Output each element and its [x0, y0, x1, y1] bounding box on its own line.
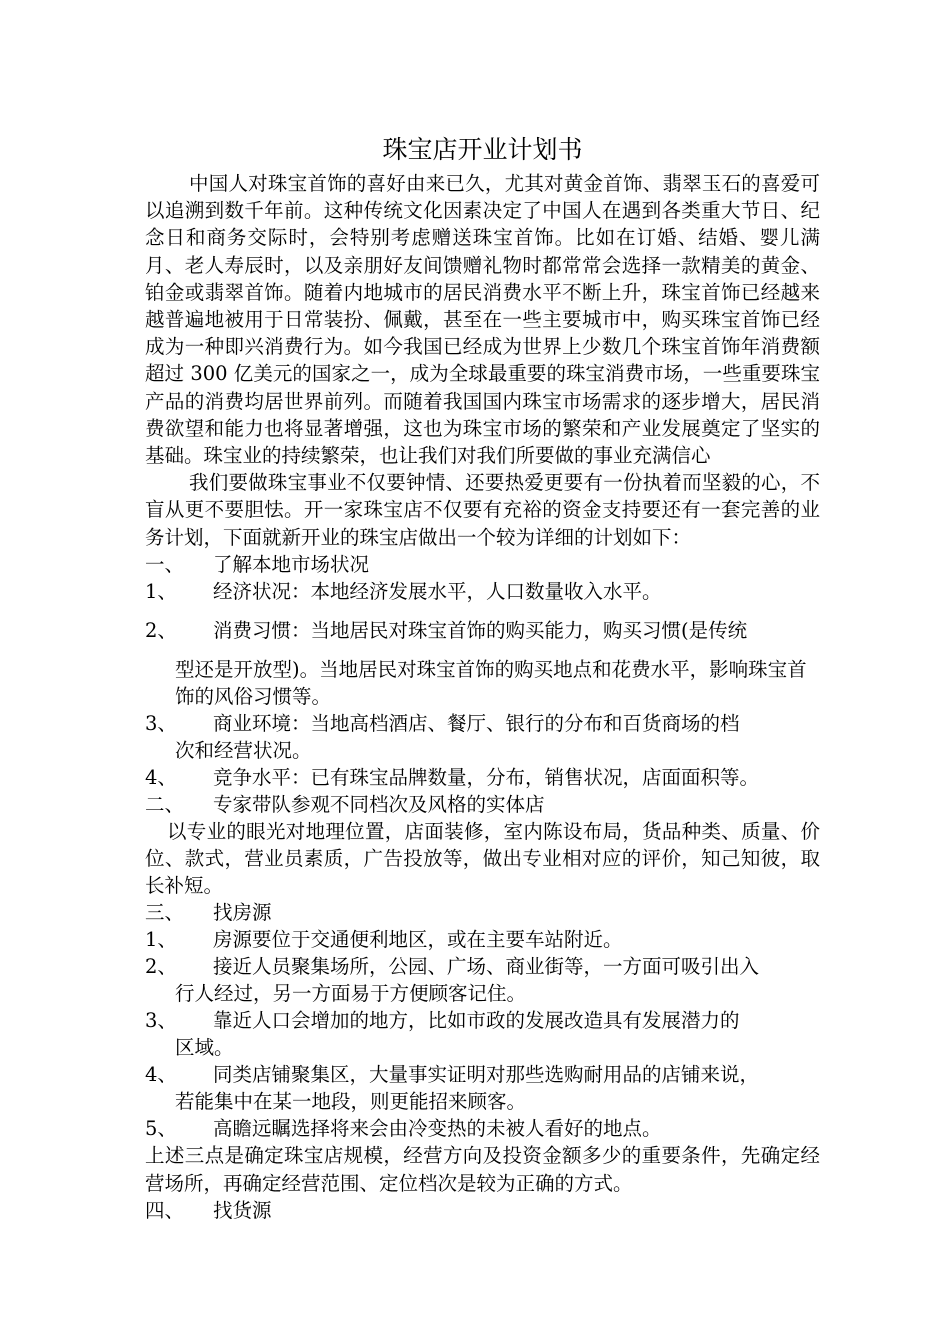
- list-number: 2、: [145, 955, 177, 979]
- list-continuation: 型还是开放型)。当地居民对珠宝首饰的购买地点和花费水平，影响珠宝首饰的风俗习惯等。: [175, 657, 807, 708]
- list-text: 房源要位于交通便利地区，或在主要车站附近。: [213, 928, 623, 952]
- section-2-paragraph: 以专业的眼光对地理位置，店面装修，室内陈设布局，货品种类、质量、价位、款式，营业员素质，广告投放等，做出专业相对应的评价，知己知彼，取长补短。: [145, 819, 820, 898]
- list-number: 3、: [145, 1009, 177, 1033]
- section-number: 四、: [145, 1198, 185, 1222]
- section-title: 找货源: [213, 1198, 272, 1222]
- section-number: 一、: [145, 552, 185, 576]
- list-number: 5、: [145, 1117, 177, 1141]
- list-item: [145, 710, 820, 737]
- section-number: 三、: [145, 901, 185, 925]
- list-item: [145, 926, 820, 953]
- list-text: 商业环境：当地高档酒店、餐厅、银行的分布和百货商场的档: [213, 711, 740, 735]
- section-heading-3: [145, 899, 820, 926]
- spacer: [145, 644, 820, 656]
- list-continuation: 行人经过，另一方面易于方便顾客记住。: [175, 982, 527, 1006]
- list-text: 经济状况：本地经济发展水平，人口数量收入水平。: [213, 579, 662, 603]
- list-number: 1、: [145, 928, 177, 952]
- section-heading-2: [145, 791, 820, 818]
- list-number: 1、: [145, 579, 177, 603]
- section-title: 了解本地市场状况: [213, 552, 370, 576]
- list-number: 4、: [145, 765, 177, 789]
- list-item: [145, 953, 820, 980]
- section-heading-1: [145, 551, 820, 578]
- list-number: 2、: [145, 618, 177, 642]
- intro-paragraph-2: 我们要做珠宝事业不仅要钟情、还要热爱更要有一份执着而坚毅的心，不盲从更不要胆怯。开一家珠宝店不仅要有充裕的资金支持要还有一套完善的业务计划，下面就新开业的珠宝店做出一个较为详细的计划如下：: [145, 471, 820, 549]
- list-continuation: 次和经营状况。: [175, 738, 312, 762]
- list-text: 竞争水平：已有珠宝品牌数量，分布，销售状况，店面面积等。: [213, 765, 760, 789]
- list-number: 4、: [145, 1063, 177, 1087]
- list-item: [145, 1115, 820, 1142]
- section-title: 找房源: [213, 901, 272, 925]
- section-heading-4: [145, 1197, 820, 1224]
- list-text: 高瞻远瞩选择将来会由冷变热的未被人看好的地点。: [213, 1117, 662, 1141]
- section-number: 二、: [145, 792, 185, 816]
- list-item: [145, 617, 820, 644]
- list-item: [145, 1061, 820, 1088]
- document-title: 珠宝店开业计划书: [382, 135, 583, 164]
- list-item: [145, 764, 820, 791]
- intro-paragraph-1: 中国人对珠宝首饰的喜好由来已久，尤其对黄金首饰、翡翠玉石的喜爱可以追溯到数千年前。这种传统文化因素决定了中国人在遇到各类重大节日、纪念日和商务交际时，会特别考虑赠送珠宝首饰。比如在订婚、结婚、婴儿满月、老人寿辰时，以及亲朋好友间馈赠礼物时都常常会选择一款精美的黄金、铂金或翡翠首饰。随着内地城市的居民消费水平不断上升，珠宝首饰已经越来越普遍地被用于日常装扮、佩戴，甚至在一些主要城市中，购买珠宝首饰已经成为一种即兴消费行为。如今我国已经成为世界上少数几个珠宝首饰年消费额超过 300 亿美元的国家之一，成为全球最重要的珠宝消费市场，一些重要珠宝产品的消费均居世界前列。而随着我国国内珠宝市场需求的逐步增大，居民消费欲望和能力也将显著增强，这也为珠宝市场的繁荣和产业发展奠定了坚实的基础。珠宝业的持续繁荣，也让我们对我们所要做的事业充满信心: [145, 172, 820, 468]
- list-text: 接近人员聚集场所，公园、广场、商业街等，一方面可吸引出入: [213, 955, 760, 979]
- document-body: [145, 133, 820, 1224]
- list-text: 消费习惯：当地居民对珠宝首饰的购买能力，购买习惯(是传统: [213, 618, 748, 642]
- list-continuation: 若能集中在某一地段，则更能招来顾客。: [175, 1090, 527, 1114]
- spacer: [145, 605, 820, 617]
- list-number: 3、: [145, 711, 177, 735]
- section-3-summary: 上述三点是确定珠宝店规模，经营方向及投资金额多少的重要条件，先确定经营场所，再确定经营范围、定位档次是较为正确的方式。: [145, 1144, 820, 1195]
- list-item: [145, 1007, 820, 1034]
- list-item: [145, 578, 820, 605]
- list-text: 同类店铺聚集区，大量事实证明对那些选购耐用品的店铺来说，: [213, 1063, 760, 1087]
- list-continuation: 区域。: [175, 1036, 234, 1060]
- list-text: 靠近人口会增加的地方，比如市政的发展改造具有发展潜力的: [213, 1009, 740, 1033]
- section-title: 专家带队参观不同档次及风格的实体店: [213, 792, 545, 816]
